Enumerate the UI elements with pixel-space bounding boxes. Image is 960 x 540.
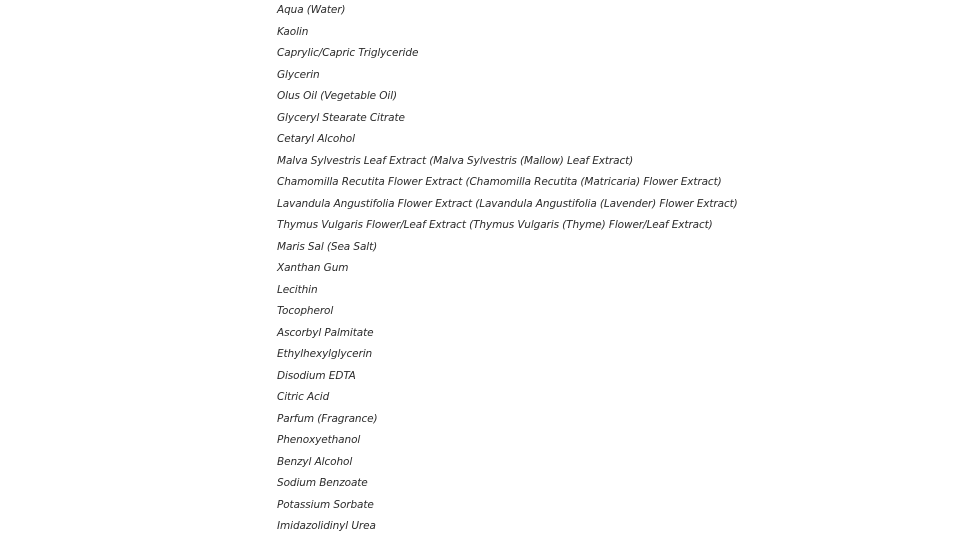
ingredient-item: Benzyl Alcohol <box>277 455 353 468</box>
ingredient-item: Lavandula Angustifolia Flower Extract (Lavandula Angustifolia (Lavender) Flower Extract) <box>277 197 738 210</box>
ingredient-item: Potassium Sorbate <box>277 498 374 511</box>
ingredient-item: Chamomilla Recutita Flower Extract (Chamomilla Recutita (Matricaria) Flower Extract) <box>277 176 722 188</box>
ingredient-list <box>277 0 738 538</box>
ingredient-item: Lecithin <box>277 283 318 296</box>
ingredient-item: Aqua (Water) <box>277 4 346 16</box>
ingredient-item: Maris Sal (Sea Salt) <box>277 240 378 253</box>
ingredient-item: Thymus Vulgaris Flower/Leaf Extract (Thymus Vulgaris (Thyme) Flower/Leaf Extract) <box>277 219 713 231</box>
ingredient-item: Tocopherol <box>277 305 334 317</box>
ingredient-item: Xanthan Gum <box>277 262 349 274</box>
ingredient-item: Citric Acid <box>277 391 330 403</box>
ingredient-item: Olus Oil (Vegetable Oil) <box>277 90 398 102</box>
ingredient-item: Cetaryl Alcohol <box>277 133 355 145</box>
ingredient-item: Phenoxyethanol <box>277 434 361 446</box>
ingredient-item: Glycerin <box>277 68 320 81</box>
ingredient-item: Glyceryl Stearate Citrate <box>277 111 405 124</box>
ingredient-item: Ascorbyl Palmitate <box>277 326 374 339</box>
ingredient-item: Sodium Benzoate <box>277 477 368 489</box>
ingredient-item: Malva Sylvestris Leaf Extract (Malva Sylvestris (Mallow) Leaf Extract) <box>277 154 634 167</box>
ingredient-item: Imidazolidinyl Urea <box>277 520 376 532</box>
ingredient-item: Parfum (Fragrance) <box>277 412 378 425</box>
ingredient-item: Kaolin <box>277 25 309 38</box>
ingredient-item: Disodium EDTA <box>277 369 356 382</box>
ingredient-item: Ethylhexylglycerin <box>277 348 373 360</box>
ingredient-item: Caprylic/Capric Triglyceride <box>277 47 419 59</box>
